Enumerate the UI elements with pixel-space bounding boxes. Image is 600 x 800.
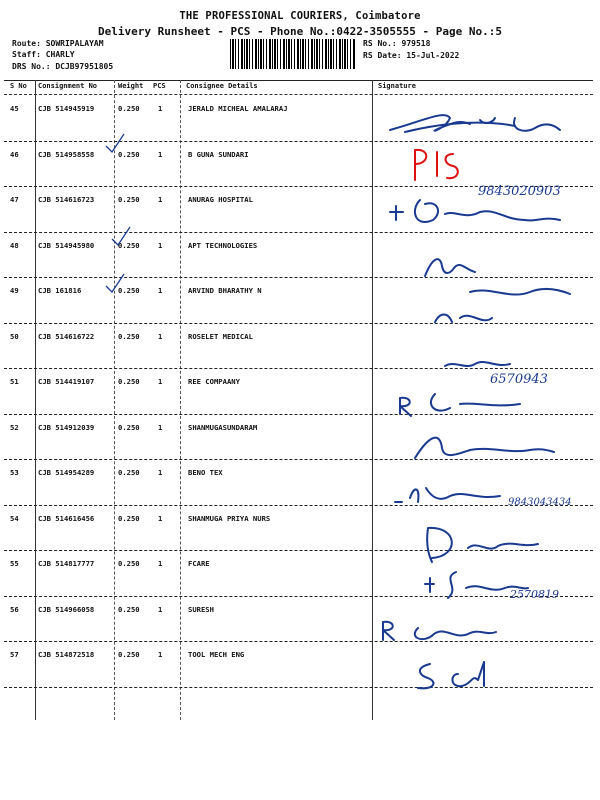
row-pcs: 1 — [158, 422, 163, 432]
row-consignment: CJB 514616722 — [38, 331, 95, 341]
row-consignee: SHANMUGASUNDARAM — [188, 422, 258, 432]
signature-53 — [390, 478, 510, 512]
row-sno: 53 — [10, 468, 19, 477]
row-sno: 52 — [10, 422, 19, 432]
row-pcs: 1 — [158, 650, 163, 659]
row-consignee: TOOL MECH ENG — [188, 650, 245, 659]
header-divider — [4, 94, 593, 95]
col-header-consignment: Consignment No — [38, 82, 98, 90]
row-consignment: CJB 514954289 — [38, 468, 95, 477]
row-weight: 0.250 — [118, 331, 140, 341]
row-consignee: FCARE — [188, 559, 210, 568]
handwritten-phone: 9843020903 — [478, 184, 561, 199]
row-consignee: ROSELET MEDICAL — [188, 331, 253, 341]
row-sno: 49 — [10, 286, 19, 295]
col-header-signature: Signature — [378, 82, 416, 90]
row-divider — [4, 687, 593, 688]
row-sno: 48 — [10, 240, 19, 250]
col-header-sno: S No — [10, 82, 27, 90]
row-sno: 57 — [10, 650, 19, 659]
route-label: Route: SOWRIPALAYAM — [12, 39, 104, 48]
tick-mark-icon — [104, 132, 126, 154]
row-pcs: 1 — [158, 331, 163, 341]
row-consignment: CJB 161816 — [38, 286, 82, 295]
table-row — [0, 642, 600, 688]
row-weight: 0.250 — [118, 240, 140, 250]
row-weight: 0.250 — [118, 559, 140, 568]
row-weight: 0.250 — [118, 604, 140, 614]
tick-mark-icon — [110, 225, 132, 247]
row-consignment: CJB 514419107 — [38, 377, 95, 386]
row-sno: 55 — [10, 559, 19, 568]
col-header-pcs: PCS — [153, 82, 166, 90]
row-pcs: 1 — [158, 286, 163, 295]
row-consignment: CJB 514966058 — [38, 604, 95, 614]
barcode — [230, 39, 356, 69]
row-sno: 46 — [10, 149, 19, 159]
row-consignee: REE COMPAANY — [188, 377, 240, 386]
row-sno: 47 — [10, 195, 19, 204]
row-consignee: APT TECHNOLOGIES — [188, 240, 258, 250]
runsheet-title: Delivery Runsheet - PCS - Phone No.:0422-3505555 - Page No.:5 — [98, 25, 502, 38]
table-top-border — [4, 80, 593, 81]
row-weight: 0.250 — [118, 513, 140, 523]
row-consignee: ARVIND BHARATHY N — [188, 286, 262, 295]
handwritten-phone: 9843043434 — [508, 497, 572, 508]
row-consignment: CJB 514912039 — [38, 422, 95, 432]
row-consignee: BENO TEX — [188, 468, 223, 477]
row-consignee: SURESH — [188, 604, 214, 614]
row-weight: 0.250 — [118, 377, 140, 386]
row-pcs: 1 — [158, 513, 163, 523]
row-weight: 0.250 — [118, 422, 140, 432]
row-consignee: B GUNA SUNDARI — [188, 149, 249, 159]
col-header-consignee: Consignee Details — [186, 82, 258, 90]
signature-56 — [378, 614, 508, 648]
row-sno: 45 — [10, 104, 19, 113]
row-sno: 56 — [10, 604, 19, 614]
table-row — [0, 233, 600, 279]
row-sno: 51 — [10, 377, 19, 386]
row-consignee: SHANMUGA PRIYA NURS — [188, 513, 271, 523]
stamp-mark — [405, 140, 465, 190]
row-sno: 54 — [10, 513, 19, 523]
row-pcs: 1 — [158, 195, 163, 204]
tick-mark-icon — [104, 272, 126, 294]
row-consignment: CJB 514945980 — [38, 240, 95, 250]
row-pcs: 1 — [158, 468, 163, 477]
company-title: THE PROFESSIONAL COURIERS, Coimbatore — [179, 10, 421, 22]
row-weight: 0.250 — [118, 468, 140, 477]
row-consignment: CJB 514817777 — [38, 559, 95, 568]
row-consignment: CJB 514958558 — [38, 149, 95, 159]
handwritten-phone: 2570819 — [510, 588, 559, 601]
row-weight: 0.250 — [118, 286, 140, 295]
signature-54 — [418, 522, 548, 564]
row-pcs: 1 — [158, 604, 163, 614]
row-pcs: 1 — [158, 240, 163, 250]
row-pcs: 1 — [158, 149, 163, 159]
signature-57 — [412, 658, 502, 694]
row-consignment: CJB 514616456 — [38, 513, 95, 523]
row-pcs: 1 — [158, 104, 163, 113]
rs-number: RS No.: 979518 — [363, 39, 431, 48]
row-weight: 0.250 — [118, 104, 140, 113]
row-weight: 0.250 — [118, 149, 140, 159]
col-header-weight: Weight — [118, 82, 144, 90]
row-weight: 0.250 — [118, 650, 140, 659]
drs-number: DRS No.: DCJB97951805 — [12, 62, 114, 71]
signature-48 — [420, 248, 480, 284]
handwritten-phone: 6570943 — [490, 372, 548, 387]
rs-date: RS Date: 15-Jul-2022 — [363, 51, 460, 60]
staff-label: Staff: CHARLY — [12, 50, 75, 59]
row-consignee: JERALD MICHEAL AMALARAJ — [188, 104, 288, 113]
signature-52 — [410, 428, 560, 466]
row-weight: 0.250 — [118, 195, 140, 204]
row-sno: 50 — [10, 331, 19, 341]
row-consignment: CJB 514945919 — [38, 104, 95, 113]
row-consignment: CJB 514616723 — [38, 195, 95, 204]
row-consignee: ANURAG HOSPITAL — [188, 195, 253, 204]
signature-51 — [395, 390, 555, 420]
signature-49 — [430, 282, 580, 334]
row-pcs: 1 — [158, 377, 163, 386]
row-pcs: 1 — [158, 559, 163, 568]
row-consignment: CJB 514872518 — [38, 650, 95, 659]
